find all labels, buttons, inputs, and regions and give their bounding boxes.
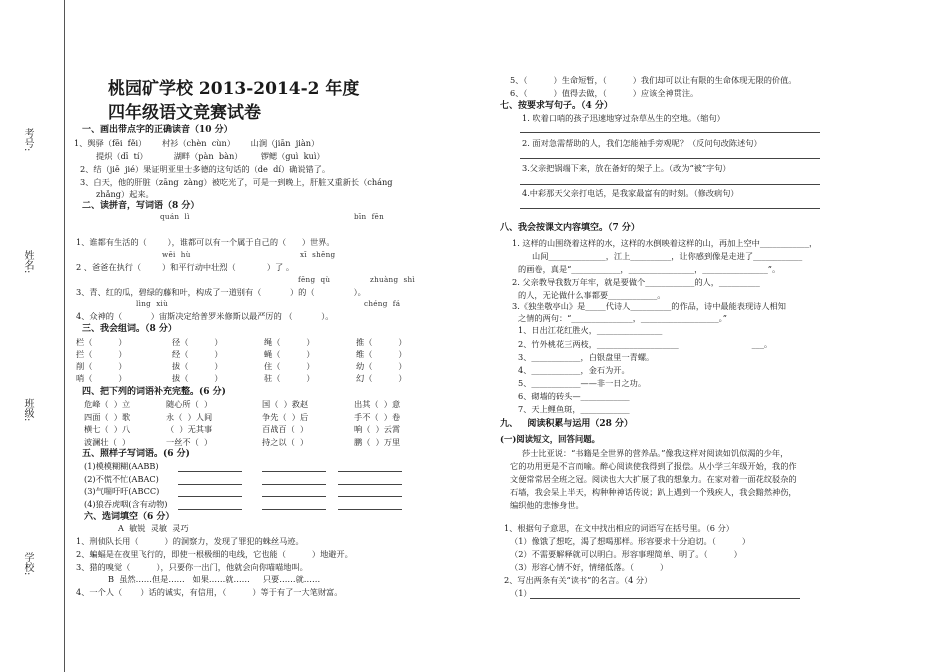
s9-question-1b: （2）不需要解释就可以明白。形容事理简单、明了。（ ） [510,549,742,559]
section-1-heading: 一、画出带点字的正确读音（10 分） [82,125,233,135]
word-answer-line[interactable] [262,484,326,485]
s8-line-12: 5、____________——非一日之功。 [518,378,647,388]
s8-line-3: 的画卷，真是“____________，________________，________________”。 [518,264,781,274]
word-group-cell: 绳（ ） [264,337,315,347]
section-4-heading: 四、把下列的词语补充完整。(6 分) [82,387,226,397]
s7-question-3: 3.父亲把锅端下来，放在备好的架子上。（改为“被”字句） [522,163,731,173]
word-group-cell: 幻（ ） [356,373,407,383]
idiom-cell: 一丝不（ ） [166,436,213,447]
s6-line-1: 1、刑侦队长用（ ）的洞察力，发现了罪犯的蛛丝马迹。 [76,536,304,546]
s8-line-13: 6、砌墙的砖头—____________ [518,391,630,401]
s8-line-10: 3、____________，白银盘里一青螺。 [518,352,655,362]
word-answer-line[interactable] [338,484,402,485]
s8-line-11: 4、____________，金石为开。 [518,365,630,375]
idiom-cell: 鹏（ ）万里 [354,436,401,447]
exam-number-label: 考号: [22,128,33,152]
pinyin-binfen: bīn fēn [354,212,385,221]
word-group-cell: 住（ ） [264,361,315,371]
word-pattern-item: (4)狼吞虎咽(含有动物) [84,498,168,509]
idiom-cell: 危峰（ ）立 [84,399,131,409]
word-answer-line[interactable] [338,509,402,510]
section-5-heading: 五、照样子写词语。(6 分) [82,449,190,459]
s7-answer-line-3[interactable] [520,184,820,185]
s7-answer-line-1[interactable] [520,132,820,133]
section-7-heading: 七、按要求写句子。（4 分） [500,101,613,111]
s1-line-5: zhǎng）起来。 [96,189,154,199]
word-pattern-item: (3)气喘吁吁(ABCC) [84,486,160,496]
word-group-cell: 拔（ ） [172,361,223,371]
s8-line-2: 山间______________，江上__________，让你感到像是走进了____________ [532,251,803,261]
s6-line-4: 4、一个人（ ）话的诚实，有信用，（ ）等于有了一大笔财富。 [76,587,343,597]
word-pattern-item: (1)模模糊糊(AABB) [84,461,159,471]
school-label: 学校: [22,552,33,576]
idiom-cell: （ ）无其事 [166,424,213,434]
word-answer-line[interactable] [338,471,402,472]
name-label: 姓名: [22,250,33,274]
pinyin-weihu: wēi hù [162,250,191,259]
idiom-cell: 永（ ）人间 [166,411,213,422]
s8-line-1: 1. 这样的山围绕着这样的水，这样的水倒映着这样的山，再加上空中____________， [512,238,818,248]
passage-line-4: 石墙，我会呆上半天，构种种神话传说；趴上遇到一个残疾人，我会黯然神伤， [510,487,797,497]
word-group-cell: 削（ ） [76,361,127,371]
word-group-cell: 维（ ） [356,349,407,359]
exam-title-school: 桃园矿学校 2013-2014-2 年度 [108,79,360,99]
pinyin-chengfa: chéng fá [364,299,401,308]
s1-line-2: 提炽（dī tí） 湖畔（pàn bàn） 锣鳃（guì kuì） [96,151,325,161]
s6-line-2: 2、蝙蝠是在夜里飞行的，即使一根极细的电线，它也能（ ）地避开。 [76,549,353,559]
s9-question-1a: （1）像饿了想吃，渴了想喝那样。形容要求十分迫切。（ ） [510,536,751,546]
option-a-words: A 敏锐 灵敏 灵巧 [118,523,189,533]
pinyin-lingxiu: lìng xiù [136,299,169,308]
word-group-cell: 径（ ） [172,337,223,347]
s7-answer-line-4[interactable] [520,208,820,209]
word-group-cell: 蝇（ ） [264,349,315,359]
s8-line-6: 3.《独坐敬亭山》是_____代诗人__________的作品，诗中最能表现诗人相知 [512,301,786,311]
s8-line-7: 之情的两句：“_______________，___________________。” [518,313,727,323]
binding-line [64,0,65,672]
word-answer-line[interactable] [262,496,326,497]
s8-line-14: 7、天上鲤鱼斑，____________ [518,404,630,414]
s9-question-2: 2、写出两条有关“读书”的名言。（4 分） [504,575,653,585]
word-group-cell: 推（ ） [356,337,407,347]
passage-line-1: 莎士比亚说：“书籍是全世界的营养品。”像我这样对阅读如饥似渴的少年， [522,448,789,458]
pinyin-zhuangshi: zhuàng shì [370,275,416,284]
word-answer-line[interactable] [262,471,326,472]
exam-title-grade: 四年级语文竞赛试卷 [108,103,261,123]
s6-line-3: 3、猎的嗅觉（ ），只要你一出门，他就会向你喵喵地叫。 [76,562,308,572]
idiom-cell: 国（ ）救赵 [262,399,309,409]
idiom-cell: 响（ ）云霄 [354,424,401,434]
word-group-cell: 拔（ ） [172,373,223,383]
word-pattern-item: (2)不慌不忙(ABAC) [84,473,159,484]
word-group-cell: 栏（ ） [76,337,127,347]
idiom-cell: 百战百（ ） [262,424,309,434]
idiom-cell: 争先（ ）后 [262,411,309,422]
s9-question-1: 1、根据句子意思，在文中找出相应的词语写在括号里。（6 分） [504,523,734,533]
idiom-cell: 横七（ ）八 [84,424,131,434]
s6-line-6: 6、（ ）值得去做，（ ）应该全神贯注。 [510,88,699,98]
option-b-words: B 虽然……但是…… 如果……就…… 只要……就…… [108,574,321,584]
passage-line-2: 它的功用更是不言而喻。醉心阅读使我得到了报偿。从小学三年级开始，我的作 [510,461,797,471]
pinyin-xisheng: xī shēng [300,250,336,259]
s7-question-1: 1. 吹着口哨的孩子迅速地穿过杂草丛生的空地。（缩句） [522,113,725,123]
s8-line-8: 1、日出江花红胜火，________________ [518,325,663,335]
pinyin-fengqu: fēng qù [298,275,331,284]
word-group-cell: 经（ ） [172,349,223,359]
s1-line-1: 1、舆驿（fēi fěi） 村衫（chèn cùn） 山涧（jiān jiàn） [74,138,320,148]
s6-line-5: 5、（ ）生命短暂，（ ）我们却可以让有限的生命体现无限的价值。 [510,75,797,85]
word-group-cell: 哨（ ） [76,373,127,383]
s9-answer-line[interactable] [530,598,800,599]
word-group-cell: 拦（ ） [76,349,127,359]
word-answer-line[interactable] [178,496,242,497]
word-answer-line[interactable] [178,509,242,510]
s9-question-2a: （1） [510,588,532,598]
s7-question-4: 4.中彩那天父亲打电话，是我家最富有的时刻。（修改病句） [522,188,739,198]
s9-question-1c: （3）形容心情不好，情绪低落。（ ） [510,562,669,572]
s2-line-2: 2 、爸爸在执行（ ）和平行动中壮烈（ ）了 。 [76,262,295,272]
reading-subheading: (一)阅读短文，回答问题。 [500,434,601,444]
word-answer-line[interactable] [338,496,402,497]
section-2-heading: 二、读拼音，写词语（8 分） [82,201,200,211]
word-answer-line[interactable] [262,509,326,510]
passage-line-3: 文便常常居全班之冠。阅读也大大扩展了我的想象力。在家对着一面花纹驳杂的 [510,474,797,484]
s8-line-9: 2、竹外桃花三两枝，____________________ ___。 [518,339,773,349]
idiom-cell: 出其（ ）意 [354,399,401,409]
pinyin-quanli: quán lì [160,212,190,221]
word-group-cell: 幼（ ） [356,361,407,371]
idiom-cell: 随心所（ ） [166,399,213,409]
passage-line-5: 编织他的悲惨身世。 [510,500,584,510]
s2-line-3: 3、青、红的瓜，碧绿的藤和叶，构成了一道别有（ ）的（ ）。 [76,287,366,297]
section-3-heading: 三、我会组词。（8 分） [82,324,177,334]
section-6-heading: 六、选词填空（6 分） [84,512,175,522]
class-label: 班级: [22,398,33,422]
s8-line-5: 的人，无论做什么事都要____________。 [518,290,666,300]
section-8-heading: 八、我会按课文内容填空。（7 分） [500,223,640,233]
section-9-heading: 九、 阅读积累与运用（28 分） [500,419,634,429]
idiom-cell: 持之以（ ） [262,436,309,447]
idiom-cell: 四面（ ）歌 [84,411,131,422]
word-answer-line[interactable] [178,471,242,472]
word-group-cell: 驻（ ） [264,373,315,383]
s7-answer-line-2[interactable] [520,158,820,159]
idiom-cell: 手不（ ）卷 [354,411,401,422]
word-answer-line[interactable] [178,484,242,485]
s1-line-4: 3、白天，他的肝脏（zāng zàng）被吃光了，可是一到晚上，肝脏又重新长（cháng [80,177,393,187]
s1-line-3: 2、结（jiē jié）果证明亚里士多德的这句话的（de dí）确说错了。 [80,164,331,174]
s8-line-4: 2. 父亲教导我数万年牢，就是要做个____________的人，__________ [512,277,760,287]
s7-question-2: 2. 面对急需帮助的人，我们怎能袖手旁观呢？（反问句改陈述句） [522,138,762,148]
s2-line-1: 1、谁都有生活的（ ），谁都可以有一个属于自己的（ ）世界。 [76,237,335,247]
idiom-cell: 波澜壮（ ） [84,436,131,447]
s2-line-4: 4、众神的（ ）宙斯决定给普罗米修斯以最严厉的 （ ）。 [76,311,334,321]
